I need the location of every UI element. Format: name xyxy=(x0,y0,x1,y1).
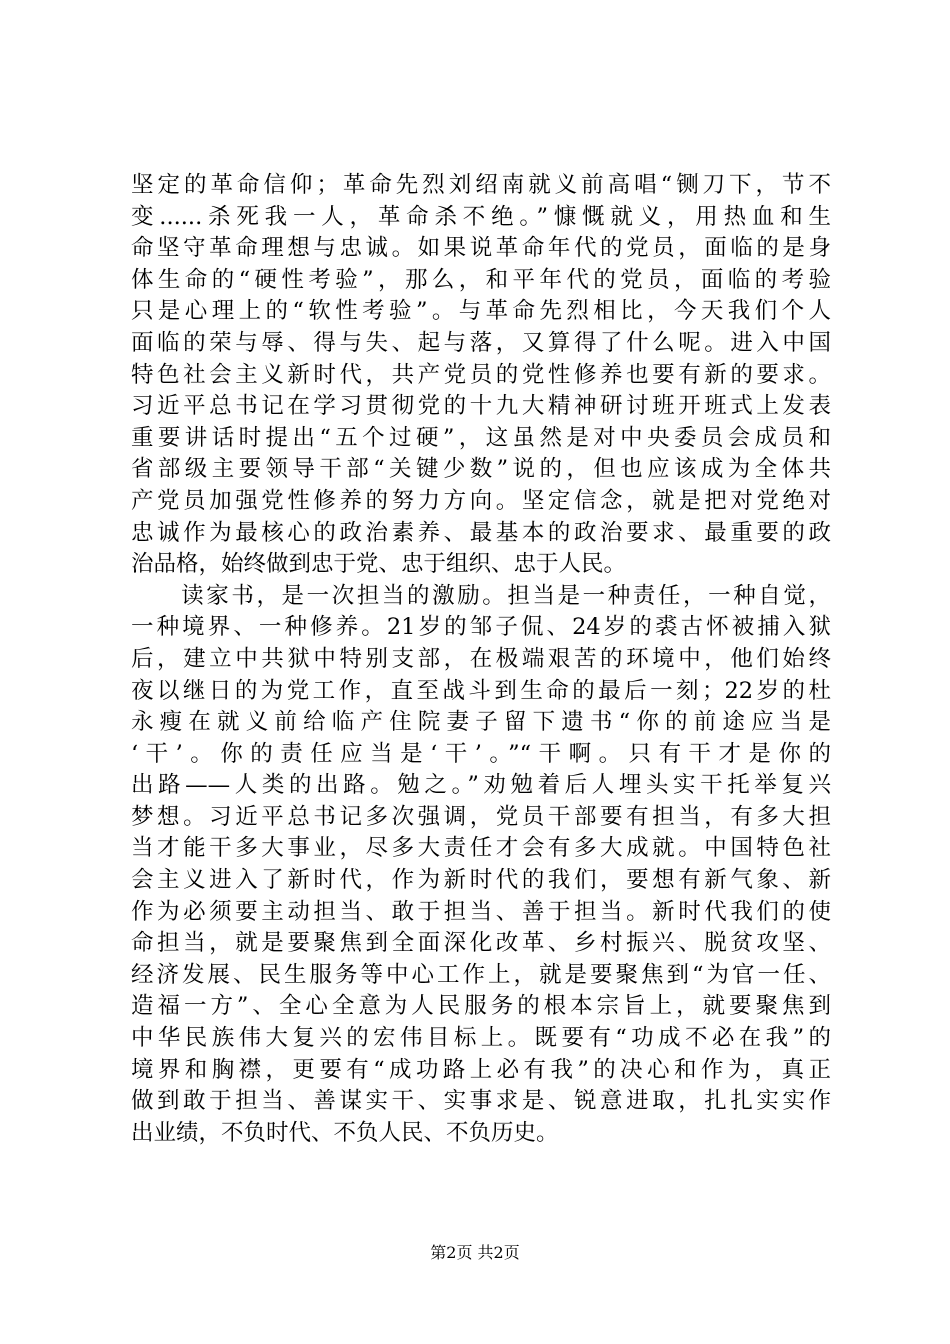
text-line: 境界和胸襟，更要有“成功路上必有我”的决心和作为，真正 xyxy=(131,1056,831,1083)
text-line: 产党员加强党性修养的努力方向。坚定信念，就是把对党绝对 xyxy=(131,487,831,514)
text-line: 作为必须要主动担当、敢于担当、善于担当。新时代我们的使 xyxy=(131,898,831,925)
page-footer: 第2页 共2页 xyxy=(430,1243,520,1262)
text-line: 面临的荣与辱、得与失、起与落，又算得了什么呢。进入中国 xyxy=(131,329,831,356)
text-line: 当才能干多大事业，尽多大责任才会有多大成就。中国特色社 xyxy=(131,835,831,862)
text-line: 会主义进入了新时代，作为新时代的我们，要想有新气象、新 xyxy=(131,867,831,894)
text-line: 经济发展、民生服务等中心工作上，就是要聚焦到“为官一任、 xyxy=(131,961,831,988)
text-line: 习近平总书记在学习贯彻党的十九大精神研讨班开班式上发表 xyxy=(131,393,831,420)
text-line: 做到敢于担当、善谋实干、实事求是、锐意进取，扎扎实实作 xyxy=(131,1088,831,1115)
text-line: 省部级主要领导干部“关键少数”说的，但也应该成为全体共 xyxy=(131,456,831,483)
text-line: 治品格，始终做到忠于党、忠于组织、忠于人民。 xyxy=(131,551,627,578)
text-line: 特色社会主义新时代，共产党员的党性修养也要有新的要求。 xyxy=(131,361,831,388)
text-line: 夜以继日的为党工作，直至战斗到生命的最后一刻；22岁的杜 xyxy=(131,677,831,704)
text-line: 后，建立中共狱中特别支部，在极端艰苦的环境中，他们始终 xyxy=(131,645,831,672)
text-line: 出路——人类的出路。勉之。”劝勉着后人埋头实干托举复兴 xyxy=(131,772,831,799)
body-text xyxy=(131,170,831,1149)
text-line: 变......杀死我一人，革命杀不绝。”慷慨就义，用热血和生 xyxy=(131,203,831,230)
text-line: 忠诚作为最核心的政治素养、最基本的政治要求、最重要的政 xyxy=(131,519,831,546)
text-line: 命坚守革命理想与忠诚。如果说革命年代的党员，面临的是身 xyxy=(131,235,831,262)
text-line: 重要讲话时提出“五个过硬”，这虽然是对中央委员会成员和 xyxy=(131,424,831,451)
text-line: 坚定的革命信仰；革命先烈刘绍南就义前高唱“铡刀下，节不 xyxy=(131,172,831,198)
text-line: 一种境界、一种修养。21岁的邹子侃、24岁的裘古怀被捕入狱 xyxy=(131,614,831,641)
text-line: 体生命的“硬性考验”，那么，和平年代的党员，面临的考验 xyxy=(131,266,831,293)
text-line: ‘干’。你的责任应当是‘干’。”“干啊。只有干才是你的 xyxy=(131,740,831,767)
text-line: 只是心理上的“软性考验”。与革命先烈相比，今天我们个人 xyxy=(131,298,831,325)
text-line: 梦想。习近平总书记多次强调，党员干部要有担当，有多大担 xyxy=(131,803,831,830)
text-line: 造福一方”、全心全意为人民服务的根本宗旨上，就要聚焦到 xyxy=(131,993,831,1020)
text-line: 中华民族伟大复兴的宏伟目标上。既要有“功成不必在我”的 xyxy=(131,1025,831,1052)
text-line: 读家书，是一次担当的激励。担当是一种责任，一种自觉， xyxy=(131,582,831,609)
text-line: 出业绩，不负时代、不负人民、不负历史。 xyxy=(131,1119,559,1146)
text-line: 命担当，就是要聚焦到全面深化改革、乡村振兴、脱贫攻坚、 xyxy=(131,930,831,957)
text-line: 永瘦在就义前给临产住院妻子留下遗书“你的前途应当是 xyxy=(131,709,831,736)
